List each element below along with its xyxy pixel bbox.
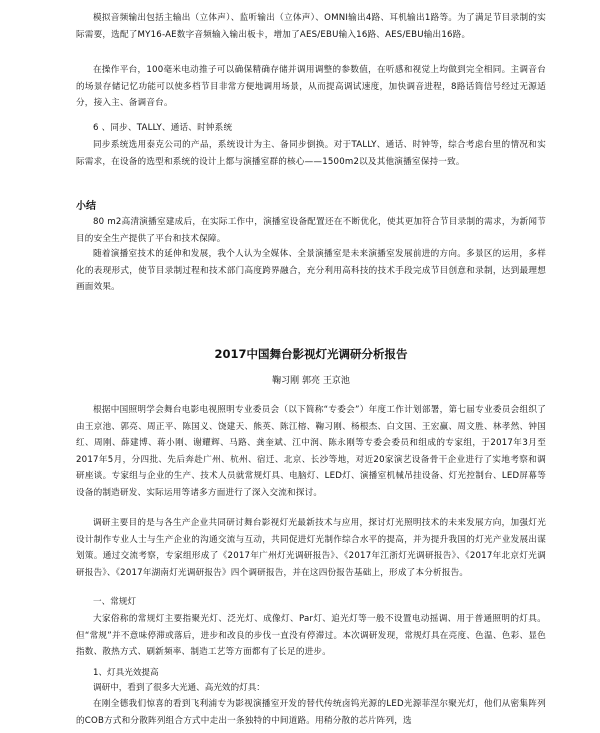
report-authors: 鞠习刚 郭亮 王京池 [272, 376, 350, 386]
para-operation-platform: 在操作平台，100毫米电动推子可以确保精确存储并调用调整的参数值，在听感和视觉上均做到完全相同。主调音台的场景存储记忆功能可以使多档节目非常方便地调用场景，从而提高调试速度，加快调音进程，8路话筒信号经过无源适分，接入主、备调音台。 [76, 65, 546, 108]
section-1-paragraph: 大家俗称的常规灯主要指聚光灯、泛光灯、成像灯、Par灯、追光灯等一般不设置电动摇调、用于普通照明的灯具。但“常规”并不意味停滞或落后，进步和改良的步伐一直没有停滞过。本次调研发现，常规灯具在亮度、色温、色彩、显色指数、散热方式、刷新频率、制造工艺等方面都有了长足的进步。 [76, 614, 546, 657]
section-6-title: 6 、同步、TALLY、通话、时钟系统 [93, 123, 233, 133]
section-1-title: 一、常规灯 [93, 597, 136, 607]
para-sync-system: 同步系统选用泰克公司的产品，系统设计为主、备同步倒换。对于TALLY、通话、时钟等，综合考虑台里的情况和实际需求，在设备的选型和系统的设计上都与演播室群的核心——1500m2以及其他演播室保持一致。 [76, 140, 546, 167]
summary-paragraph-1: 80 m2高清演播室建成后，在实际工作中，演播室设备配置还在不断优化，使其更加符合节目录制的需求，为新闻节目的安全生产提供了平台和技术保障。 [76, 217, 546, 244]
report-intro-paragraph-2: 调研主要目的是与各生产企业共同研讨舞台影视灯光最新技术与应用，探讨灯光照明技术的未来发展方向，加强灯光设计制作专业人士与生产企业的沟通交流与互动，共同促进灯光制作综合水平的提高，并为提升我国的灯光产业发展出谋划策。通过交流考察，专家组形成了《2017年广州灯光调研报告》、《2017年江浙灯光调研报告》、《2017年北京灯光调研报告》、《2017年湖南灯光调研报告》四个调研报告，并在这四份报告基础上，形成了本分析报告。 [76, 518, 546, 578]
subsection-1-paragraph: 在刚全德我们惊喜的看到飞利浦专为影视演播室开发的替代传统卤钨光源的LED光源菲涅尔聚光灯，他们从密集阵列的COB方式和分散阵列组合方式中走出一条独特的中间道路。用稍分散的芯片阵列，选 [76, 699, 546, 726]
para-audio-output: 模拟音频输出包括主输出（立体声）、监听输出（立体声）、OMNI输出4路、耳机输出1路等。为了满足节目录制的实际需要，选配了MY16-AE数字音频输入输出板卡，增加了AES/EBU输入16路、AES/EBU输出16路。 [76, 13, 546, 40]
subsection-1-title: 1、灯具光效提高 [93, 668, 159, 678]
report-title: 2017中国舞台影视灯光调研分析报告 [214, 347, 408, 361]
subsection-1-intro-line: 调研中，看到了很多大光通、高光效的灯具： [93, 683, 265, 693]
summary-heading: 小结 [76, 201, 96, 212]
summary-paragraph-2: 随着演播室技术的延伸和发展，我个人认为全媒体、全景演播室是未来演播室发展前进的方向。多景区的运用，多样化的表现形式，使节目录制过程和技术部门高度跨界融合，充分利用高科技的技术手段完成节目创意和录制，达到最理想画面效果。 [76, 249, 546, 292]
report-intro-paragraph-1: 根据中国照明学会舞台电影电视照明专业委员会（以下简称“专委会”）年度工作计划部署，第七届专业委员会组织了由王京池、郭亮、周正平、陈国义、饶建天、熊英、陈江榕、鞠习刚、杨根杰、白文国、王宏赢、周文胜、林孝然、钟国红、周刚、薛建博、蒋小刚、谢耀辉、马路、龚奎斌、江中润、陈永刚等专委会委员和组成的专家组，于2017年3月至2017年5月，分四批、先后奔赴广州、杭州、宿迁、北京、长沙等地，对近20家演艺设备骨干企业进行了实地考察和调研座谈。专家组与企业的生产、技术人员就常规灯具、电脑灯、LED灯、演播室机械吊挂设备、灯光控制台、LED屏幕等设备的制造研发、实际运用等诸多方面进行了深入交流和探讨。 [76, 405, 546, 498]
